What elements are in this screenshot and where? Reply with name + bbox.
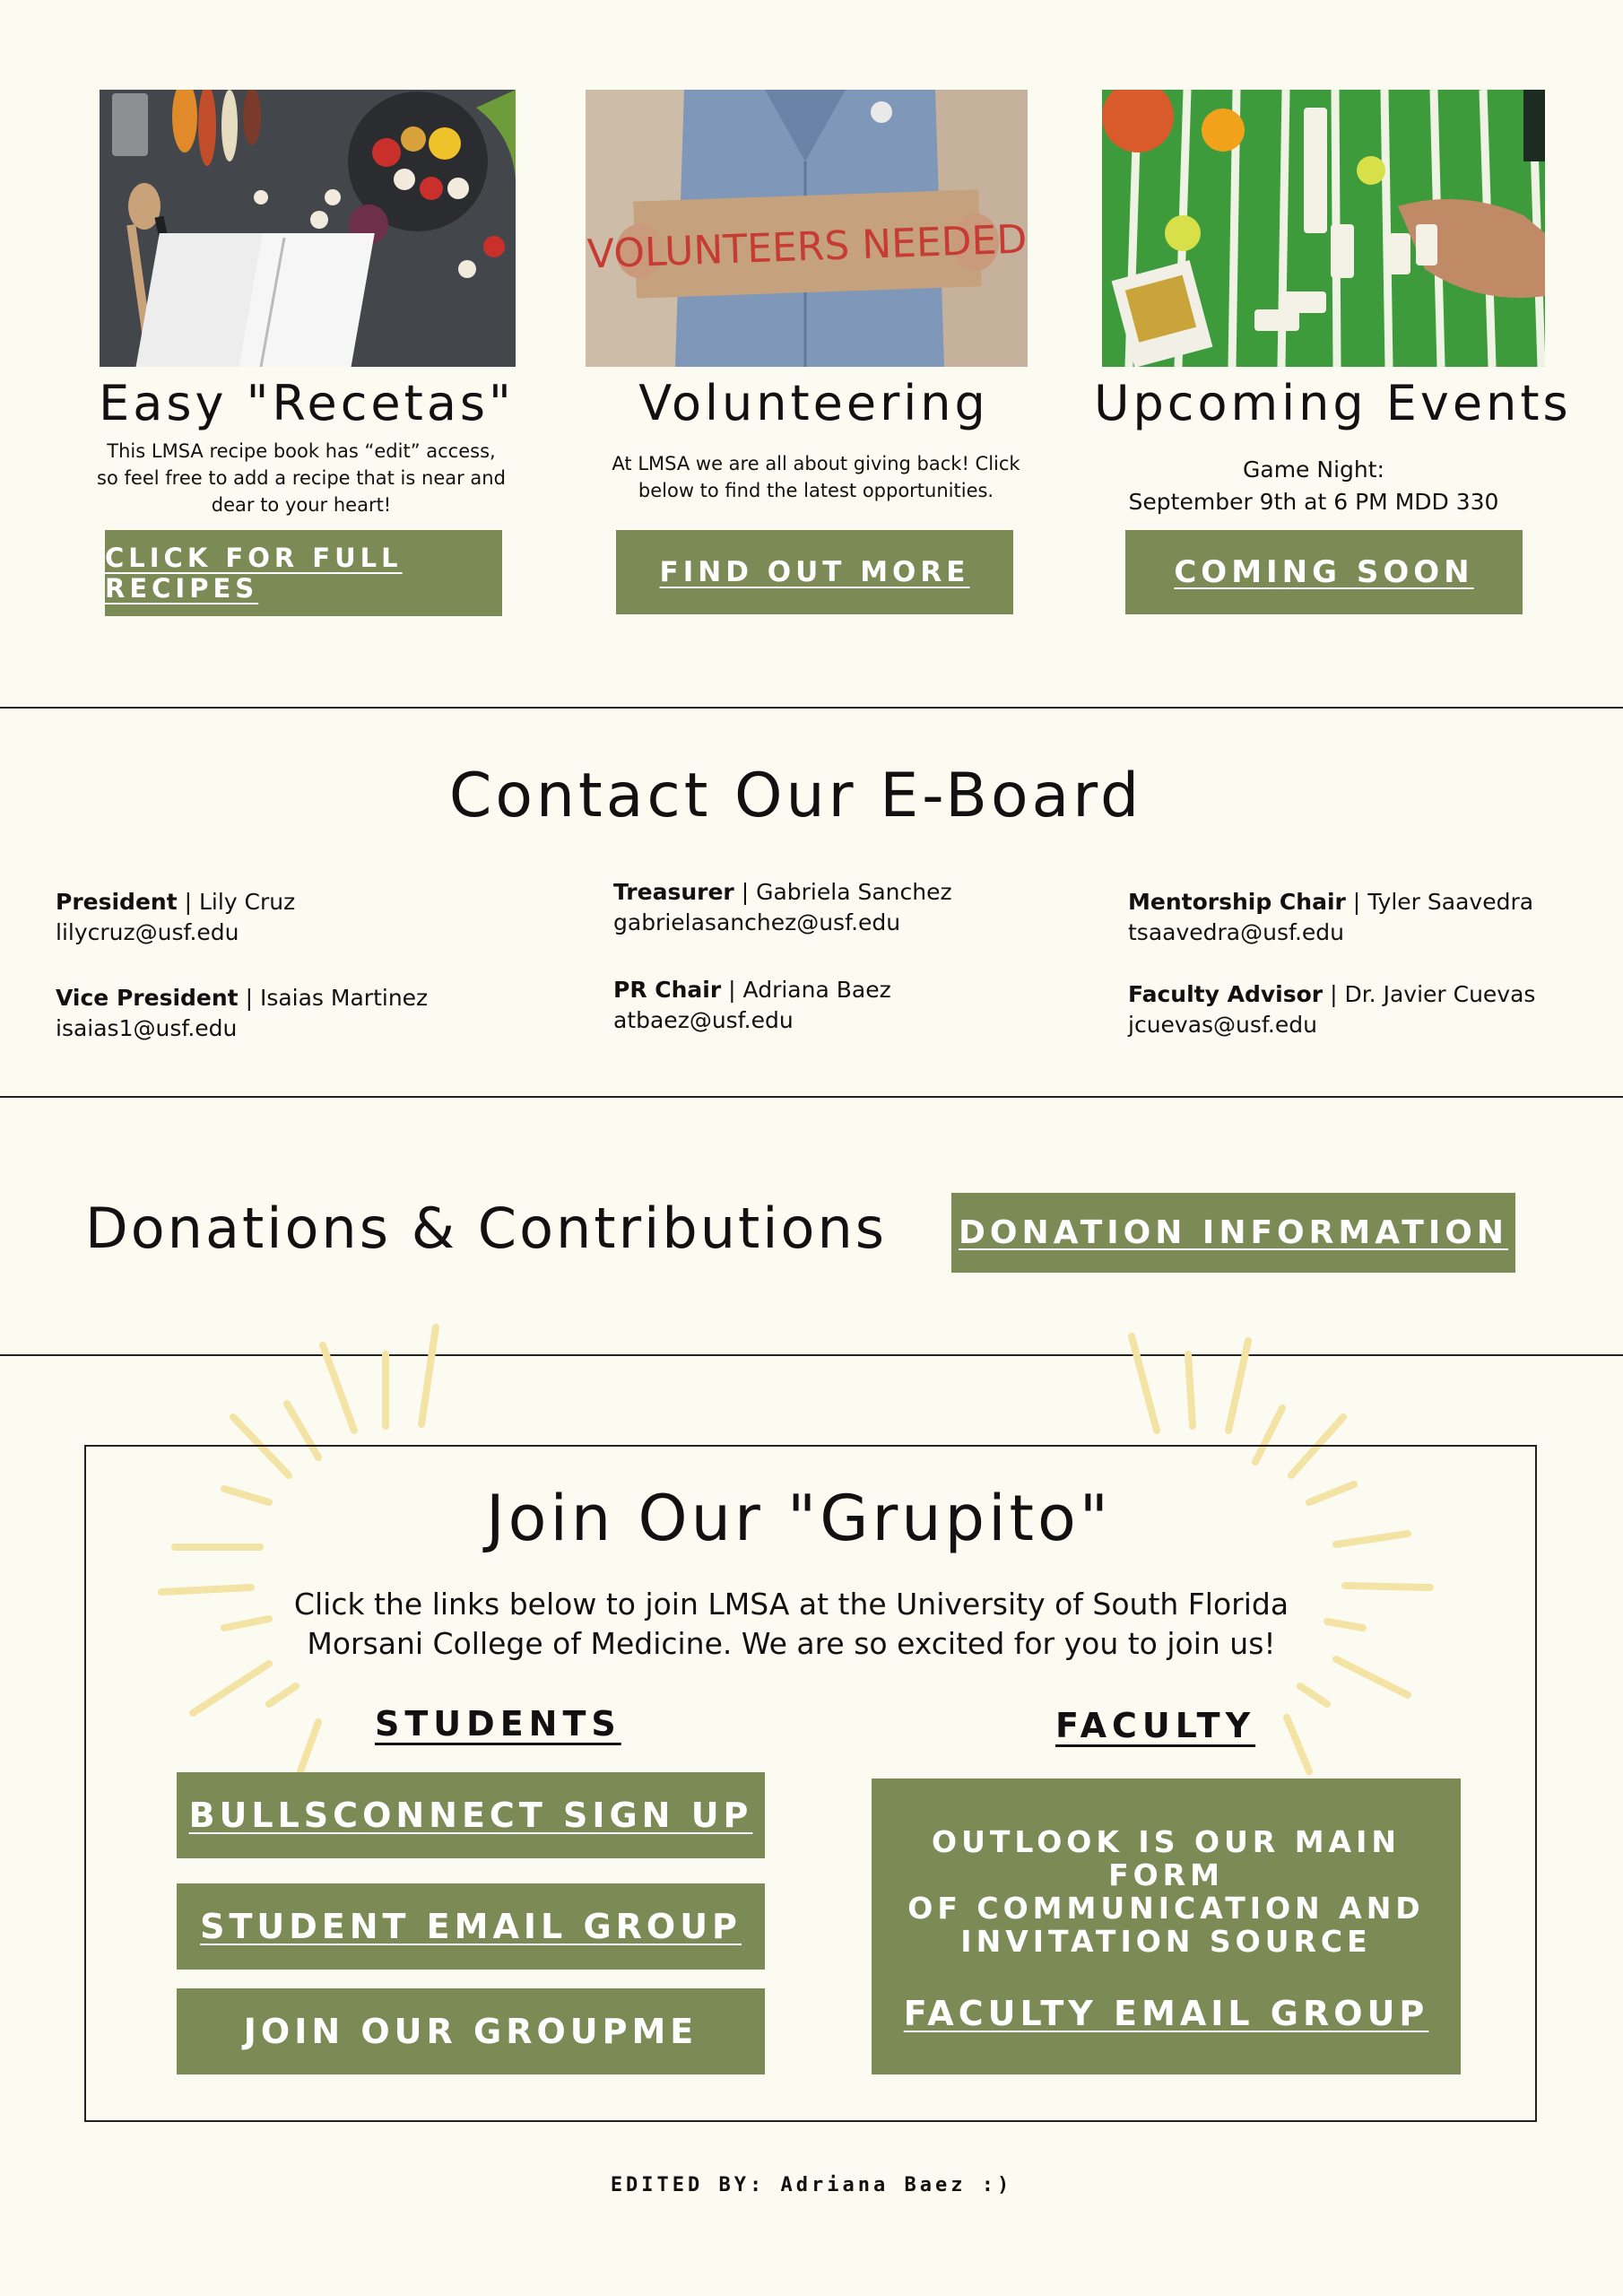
join-groupme-button-label: JOIN OUR GROUPME xyxy=(243,2012,699,2051)
edited-by-credit: EDITED BY: Adriana Baez :) xyxy=(610,2174,1013,2196)
contact-role: Vice President xyxy=(56,985,239,1011)
faculty-heading: FACULTY xyxy=(1055,1706,1256,1745)
donation-information-button-label: DONATION INFORMATION xyxy=(959,1214,1508,1251)
find-out-more-button[interactable] xyxy=(616,530,1013,614)
card-title-upcoming-events: Upcoming Events xyxy=(1094,375,1572,431)
contact-faculty-advisor: Faculty Advisor | Dr. Javier Cuevas jcuevas@usf.edu xyxy=(1128,981,1536,1038)
contact-pr-chair: PR Chair | Adriana Baez atbaez@usf.edu xyxy=(613,977,891,1033)
coming-soon-button-label: COMING SOON xyxy=(1174,554,1474,590)
contact-name: Tyler Saavedra xyxy=(1367,889,1534,915)
faculty-note-line-3: INVITATION SOURCE xyxy=(960,1924,1372,1959)
faculty-panel xyxy=(872,1779,1461,2074)
divider xyxy=(0,1096,1623,1098)
coming-soon-button[interactable] xyxy=(1125,530,1523,614)
contact-treasurer: Treasurer | Gabriela Sanchez gabrielasanchez@usf.edu xyxy=(613,879,952,935)
contact-role: Treasurer xyxy=(613,879,734,905)
full-recipes-button[interactable] xyxy=(105,530,502,616)
contact-role: Mentorship Chair xyxy=(1128,889,1346,915)
faculty-email-group-button[interactable] xyxy=(872,1994,1461,2033)
contact-email[interactable]: tsaavedra@usf.edu xyxy=(1128,919,1345,945)
faculty-note-line-1: OUTLOOK IS OUR MAIN FORM xyxy=(932,1824,1401,1892)
contact-name: Isaias Martinez xyxy=(259,985,429,1011)
student-email-group-button[interactable] xyxy=(177,1883,765,1970)
donations-title: Donations & Contributions xyxy=(85,1196,888,1261)
card-description-recetas: This LMSA recipe book has “edit” access, so feel free to add a recipe that is near and dear to your heart! xyxy=(97,440,506,516)
faculty-note xyxy=(872,1825,1461,1958)
join-groupme-button[interactable] xyxy=(177,1988,765,2074)
contact-role: President xyxy=(56,889,178,915)
contact-email[interactable]: jcuevas@usf.edu xyxy=(1128,1012,1317,1038)
event-details: September 9th at 6 PM MDD 330 xyxy=(1128,489,1499,515)
find-out-more-button-label: FIND OUT MORE xyxy=(659,556,970,588)
contact-name: Adriana Baez xyxy=(742,977,891,1003)
join-title: Join Our "Grupito" xyxy=(486,1482,1112,1555)
contact-name: Lily Cruz xyxy=(199,889,296,915)
faculty-email-group-button-label: FACULTY EMAIL GROUP xyxy=(903,1994,1429,2033)
bullsconnect-signup-button[interactable] xyxy=(177,1772,765,1858)
contact-role: Faculty Advisor xyxy=(1128,981,1324,1007)
contact-mentorship-chair: Mentorship Chair | Tyler Saavedra tsaavedra@usf.edu xyxy=(1128,889,1534,945)
card-title-volunteering: Volunteering xyxy=(638,375,989,431)
event-name: Game Night: xyxy=(1243,457,1384,483)
events-photo xyxy=(1102,90,1545,367)
contact-email[interactable]: atbaez@usf.edu xyxy=(613,1007,794,1033)
volunteering-photo xyxy=(586,90,1028,367)
contact-title: Contact Our E-Board xyxy=(448,761,1143,831)
card-title-recetas: Easy "Recetas" xyxy=(99,375,515,431)
contact-name: Gabriela Sanchez xyxy=(756,879,952,905)
join-description-line-1: Click the links below to join LMSA at the University of South Florida xyxy=(293,1587,1289,1622)
volunteers-sign-text: VOLUNTEERS NEEDED xyxy=(586,216,1028,278)
join-description-line-2: Morsani College of Medicine. We are so excited for you to join us! xyxy=(307,1626,1276,1661)
donation-information-button[interactable] xyxy=(951,1193,1515,1273)
divider xyxy=(0,707,1623,709)
contact-email[interactable]: isaias1@usf.edu xyxy=(56,1015,238,1041)
full-recipes-button-label: CLICK FOR FULL RECIPES xyxy=(105,543,403,604)
bullsconnect-signup-button-label: BULLSCONNECT SIGN UP xyxy=(188,1796,753,1835)
student-email-group-button-label: STUDENT EMAIL GROUP xyxy=(200,1907,742,1946)
recipe-photo xyxy=(100,90,516,367)
contact-role: PR Chair xyxy=(613,977,722,1003)
card-description-volunteering: At LMSA we are all about giving back! Click below to find the latest opportunities. xyxy=(612,453,1020,501)
contact-vice-president: Vice President | Isaias Martinez isaias1@usf.edu xyxy=(56,985,429,1041)
contact-email[interactable]: gabrielasanchez@usf.edu xyxy=(613,909,901,935)
students-heading: STUDENTS xyxy=(375,1704,621,1744)
contact-email[interactable]: lilycruz@usf.edu xyxy=(56,919,239,945)
contact-name: Dr. Javier Cuevas xyxy=(1344,981,1536,1007)
contact-president: President | Lily Cruz lilycruz@usf.edu xyxy=(56,889,296,945)
faculty-note-line-2: OF COMMUNICATION AND xyxy=(907,1891,1425,1926)
